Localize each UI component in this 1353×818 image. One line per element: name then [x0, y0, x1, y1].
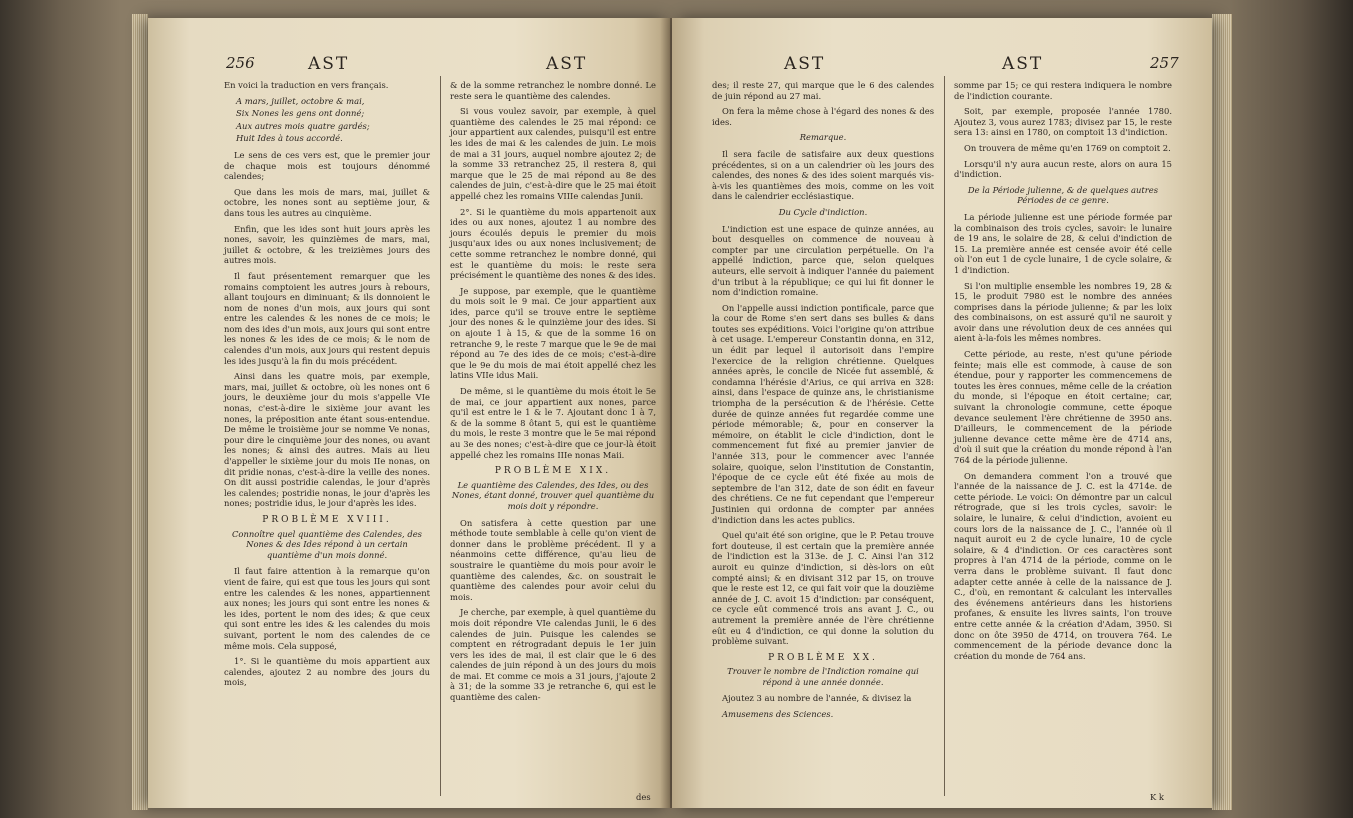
section-subtitle: Remarque. — [799, 132, 847, 143]
paragraph: Ainsi dans les quatre mois, par exemple, mars, mai, juillet & octobre, où les nones ont 6 jours, le deuxième jour du mois s'appelle VIe nonas, c'est-à-dire le sixième jour avant les nones, la préposition ante étant sous-entendue. De même le troisième jour se nomme Ve nonas, pour dire le cinquième jour des nones, ou avant les nones; & ainsi des autres. Mais au lieu d'appeller le sixième jour du mois IIe nonas, on dit pridie nonas, c'est-à-dire la veille des nones. On dit aussi postridie calendas, le jour d'après les calendes; postridie nonas, le jour d'après les nones; postridie idus, le jour d'après les ides. — [224, 371, 430, 509]
problem-title: PROBLÈME XIX. — [494, 466, 612, 477]
paragraph: Si l'on multiplie ensemble les nombres 19, 28 & 15, le produit 7980 est le nombre des années comprises dans la période julienne; & par les loix des combinaisons, on est assuré qu'il ne sauroit y avoir dans une révolution deux de ces années qui aient à-la-fois les mêmes nombres. — [954, 280, 1172, 344]
running-header: AST — [1002, 54, 1044, 74]
paragraph: 2°. Si le quantième du mois appartenoit aux ides ou aux nones, ajoutez 1 au nombre des jours écoulés depuis le premier du mois jusqu'aux ides ou aux nones inclusivement; de cette somme retranchez le nombre donné, qui est le quantième du mois: le reste sera précisément le quantième des nones & des ides. — [450, 206, 656, 281]
paragraph: On trouvera de même qu'en 1769 on comptoit 2. — [964, 142, 1171, 153]
paragraph: De même, si le quantième du mois étoit le 5e de mai, ce jour appartient aux nones, parce qu'il est entre le 1 & le 7. Ajoutant donc 1 à 7, & de la somme 8 ôtant 5, qui est le quantième du mois, le reste 3 montre que le 5e mai répond au 3e des nones; c'est-à-dire que ce jour-là étoit appellé chez les romains IIIe nonas Maii. — [450, 386, 656, 460]
verse-line: Huit Ides à tous accordé. — [236, 133, 343, 144]
page-number: 256 — [226, 54, 255, 72]
problem-statement: Connoître quel quantième des Calendes, des Nones & des Ides répond à un certain quantième d'un mois donné. — [232, 528, 422, 560]
signature-mark: Amusemens des Sciences. — [722, 709, 834, 720]
catchword: des — [636, 792, 651, 802]
paragraph: On satisfera à cette question par une méthode toute semblable à celle qu'on vient de donner dans le problème précédent. Il y a néanmoins cette différence, qu'au lieu de soustraire le quantième du mois pour avoir le quantième des calendes, &c. on soustrait le quantième des calendes pour avoir celui du mois. — [450, 517, 656, 602]
problem-title: PROBLÈME XX. — [768, 652, 878, 663]
paragraph: Il sera facile de satisfaire aux deux questions précédentes, si on a un calendrier où les jours des calendes, des nones & des ides soient marqués vis-à-vis les quantièmes des mois, comme on les voit dans le calendrier ecclésiastique. — [712, 148, 934, 202]
paragraph: Lorsqu'il n'y aura aucun reste, alors on aura 15 d'indiction. — [954, 158, 1172, 180]
paragraph: Si vous voulez savoir, par exemple, à quel quantième des calendes le 25 mai répond: ce jour appartient aux calendes, puisqu'il est entre les ides de mai & les calendes de juin. Le mois de mai a 31 jours, auquel nombre ajoutez 2; de la somme 33 retranchez 25, il restera 8, qui marque que le 25 de mai répond au 8e des calendes de juin, c'est-à-dire que le 25 mai étoit appellé chez les romains VIIIe calendas Junii. — [450, 106, 656, 201]
paragraph: Je suppose, par exemple, que le quantième du mois soit le 9 mai. Ce jour appartient aux ides, parce qu'il se trouve entre le septième jour des nones & le quinzième jour des ides. Si on ajoute 1 à 15, & que de la somme 16 on retranche 9, le reste 7 marque que le 9e de mai répond au 7e des ides de ce mois; c'est-à-dire que le 9e du mois de mai étoit appellé chez les latins VIIe idus Maii. — [450, 285, 656, 381]
paragraph: Cette période, au reste, n'est qu'une période feinte; mais elle est commode, à cause de son étendue, pour y rapporter les commencemens de toutes les ères connues, même celle de la création du monde, si l'époque en étoit certaine; car, suivant la chronologie commune, cette époque devance seulement l'ère chrétienne de 3950 ans. D'ailleurs, le commencement de la période julienne devance cette même ère de 4714 ans, d'où il suit que la création du monde répond à l'an 764 de la période julienne. — [954, 349, 1172, 465]
paragraph: On l'appelle aussi indiction pontificale, parce que la cour de Rome s'en sert dans ses bulles & dans toutes ses expéditions. Voici l'origine qu'on attribue à cet usage. L'empereur Constantin donna, en 312, un édit par lequel il autorisoit dans l'empire l'exercice de la religion chrétienne. Quelques années après, le concile de Nicée fut assemblé, & condamna l'hérésie d'Arius, ce qui arriva en 328: ainsi, dans l'espace de quinze ans, le christianisme triompha de la persécution & de l'hérésie. Cette durée de quinze années fut regardée comme une période mémorable; &, pour en conserver la mémoire, on établit le cicle d'indiction, dont le commencement fut fixé au premier janvier de l'année 313, pour le commencer avec l'année solaire, quoique, selon l'institution de Constantin, l'époque de ce cycle eût été fixée au mois de septembre de l'an 312, date de son édit en faveur des chrétiens. Ce ne fut cependant que l'empereur Justinien qui ordonna de compter par années d'indiction dans les actes publics. — [712, 302, 934, 525]
paragraph: & de la somme retranchez le nombre donné. Le reste sera le quantième des calendes. — [450, 80, 656, 101]
paragraph: Enfin, que les ides sont huit jours après les nones, savoir, les quinzièmes de mars, mai, juillet & octobre, & les treizièmes jours des autres mois. — [224, 223, 430, 266]
left-page — [148, 18, 670, 808]
paragraph: Je cherche, par exemple, à quel quantième du mois doit répondre VIe calendas Junii, le 6 des calendes de juin. Puisque les calendes se comptent en rétrogradant depuis le 1er juin vers les ides de mai, il est clair que le 6 des calendes de juin répond à un des jours du mois de mai. Et comme ce mois a 31 jours, j'ajoute 2 à 31; de la somme 33 je retranche 6, qui est le quantième des calen- — [450, 607, 656, 703]
paragraph: des; il reste 27, qui marque que le 6 des calendes de juin répond au 27 mai. — [712, 80, 934, 101]
catchword: K k — [1150, 792, 1164, 802]
paragraph: 1°. Si le quantième du mois appartient aux calendes, ajoutez 2 au nombre des jours du mois, — [224, 656, 430, 688]
problem-title: PROBLÈME XVIII. — [262, 514, 392, 525]
paragraph: On demandera comment l'on a trouvé que l'année de la naissance de J. C. est la 4714e. de cette période. Le voici: On démontre par un calcul rétrograde, que si les trois cycles, savoir: le solaire, le lunaire, & celui d'indiction, avoient eu cours lors de la naissance de J. C., l'année où il naquit auroit eu 2 de cycle lunaire, 10 de cycle solaire, & 4 d'indiction. Or ces caractères sont propres à l'an 4714 de la période, comme on le verra dans le problème suivant. Il faut donc adapter cette année à celle de la naissance de J. C., d'où, en remontant & calculant les intervalles des événemens antérieurs dans les historiens profanes, & ensuite les livres saints, l'on trouve entre cette année & la création d'Adam, 3950. Si donc on ôte 3950 de 4714, on trouvera 764. Le commencement de la période devance donc la création du monde de 764 ans. — [954, 470, 1172, 661]
text-column-right — [954, 80, 1172, 666]
column-rule — [440, 76, 441, 796]
paragraph: La période julienne est une période formée par la combinaison des trois cycles, savoir: le lunaire de 19 ans, le solaire de 28, & celui d'indiction de 15. La première année est censée avoir été celle où l'on eut 1 de cycle lunaire, 1 de cycle solaire, & 1 d'indiction. — [954, 211, 1172, 275]
verse-line: Aux autres mois quatre gardés; — [236, 120, 370, 131]
left-page-edges — [132, 14, 148, 810]
paragraph: Ajoutez 3 au nombre de l'année, & divisez la — [722, 693, 912, 704]
running-header: AST — [308, 54, 350, 74]
right-page-edges — [1212, 14, 1232, 810]
problem-statement: Le quantième des Calendes, des Ides, ou des Nones, étant donné, trouver quel quantième du mois doit y répondre. — [451, 479, 655, 511]
paragraph: En voici la traduction en vers français. — [224, 80, 389, 90]
paragraph: Le sens de ces vers est, que le premier jour de chaque mois est toujours dénommé calendes; — [224, 149, 430, 182]
paragraph: Il faut faire attention à la remarque qu'on vient de faire, qui est que tous les jours qui sont entre les calendes & les nones, appartiennent aux nones; les jours qui sont entre les nones & les ides, portent le nom des ides; & que ceux qui sont entre les ides & les calendes du mois suivant, portent le nom des calendes de ce même mois. Cela supposé, — [224, 566, 430, 651]
paragraph: Quel qu'ait été son origine, que le P. Petau trouve fort douteuse, il est certain que la première année de l'indiction est la 313e. de J. C. Ainsi l'an 312 auroit eu quinze d'indiction, si dès-lors on eût compté ainsi; & en divisant 312 par 15, on trouve que le reste est 12, ce qui fait voir que la douzième année de J. C. avoit 15 d'indiction: par conséquent, ce cycle eût commencé trois ans avant J. C., ou autrement la première année de l'ère chrétienne eût eu 4 d'indiction, ce qui donne la solution du problème suivant. — [712, 530, 934, 647]
text-column-left — [712, 80, 934, 725]
verse-line: Six Nones les gens ont donné; — [236, 108, 365, 119]
right-page — [672, 18, 1212, 808]
problem-statement: Trouver le nombre de l'Indiction romaine qui répond à une année donnée. — [727, 666, 919, 687]
paragraph: Il faut présentement remarquer que les romains comptoient les autres jours à rebours, allant toujours en diminuant; & ils donnoient le nom de nones d'un mois, aux jours qui sont entre les calendes & les nones de ce mois; le nom des ides d'un mois, aux jours qui sont entre les nones & les ides de ce mois; & le nom de calendes d'un mois, aux jours qui restent depuis les ides jusqu'à la fin du mois précédent. — [224, 270, 430, 366]
section-subtitle: Du Cycle d'indiction. — [778, 206, 868, 217]
running-header: AST — [784, 54, 826, 74]
paragraph: On fera la même chose à l'égard des nones & des ides. — [712, 106, 934, 127]
page-number: 257 — [1150, 54, 1179, 72]
running-header: AST — [546, 54, 588, 74]
text-column-left — [224, 80, 430, 693]
paragraph: Que dans les mois de mars, mai, juillet & octobre, les nones sont au septième jour, & dans tous les autres au cinquième. — [224, 186, 430, 218]
column-rule — [944, 76, 945, 796]
paragraph: L'indiction est une espace de quinze années, au bout desquelles on commence de nouveau à compter par une circulation perpétuelle. On l'a appellé indiction, parce que, selon quelques auteurs, elle servoit à indiquer l'année du paiement d'un tribut à la république; ce qui lui fit donner le nom d'indiction romaine. — [712, 223, 934, 298]
text-column-right — [450, 80, 656, 708]
paragraph: Soit, par exemple, proposée l'année 1780. Ajoutez 3, vous aurez 1783; divisez par 15, le reste sera 13: ainsi en 1780, on comptoit 13 d'indiction. — [954, 106, 1172, 138]
paragraph: somme par 15; ce qui restera indiquera le nombre de l'indiction courante. — [954, 80, 1172, 101]
section-subtitle: De la Période julienne, & de quelques autres Périodes de ce genre. — [967, 184, 1159, 206]
verse-line: A mars, juillet, octobre & mai, — [236, 95, 365, 106]
